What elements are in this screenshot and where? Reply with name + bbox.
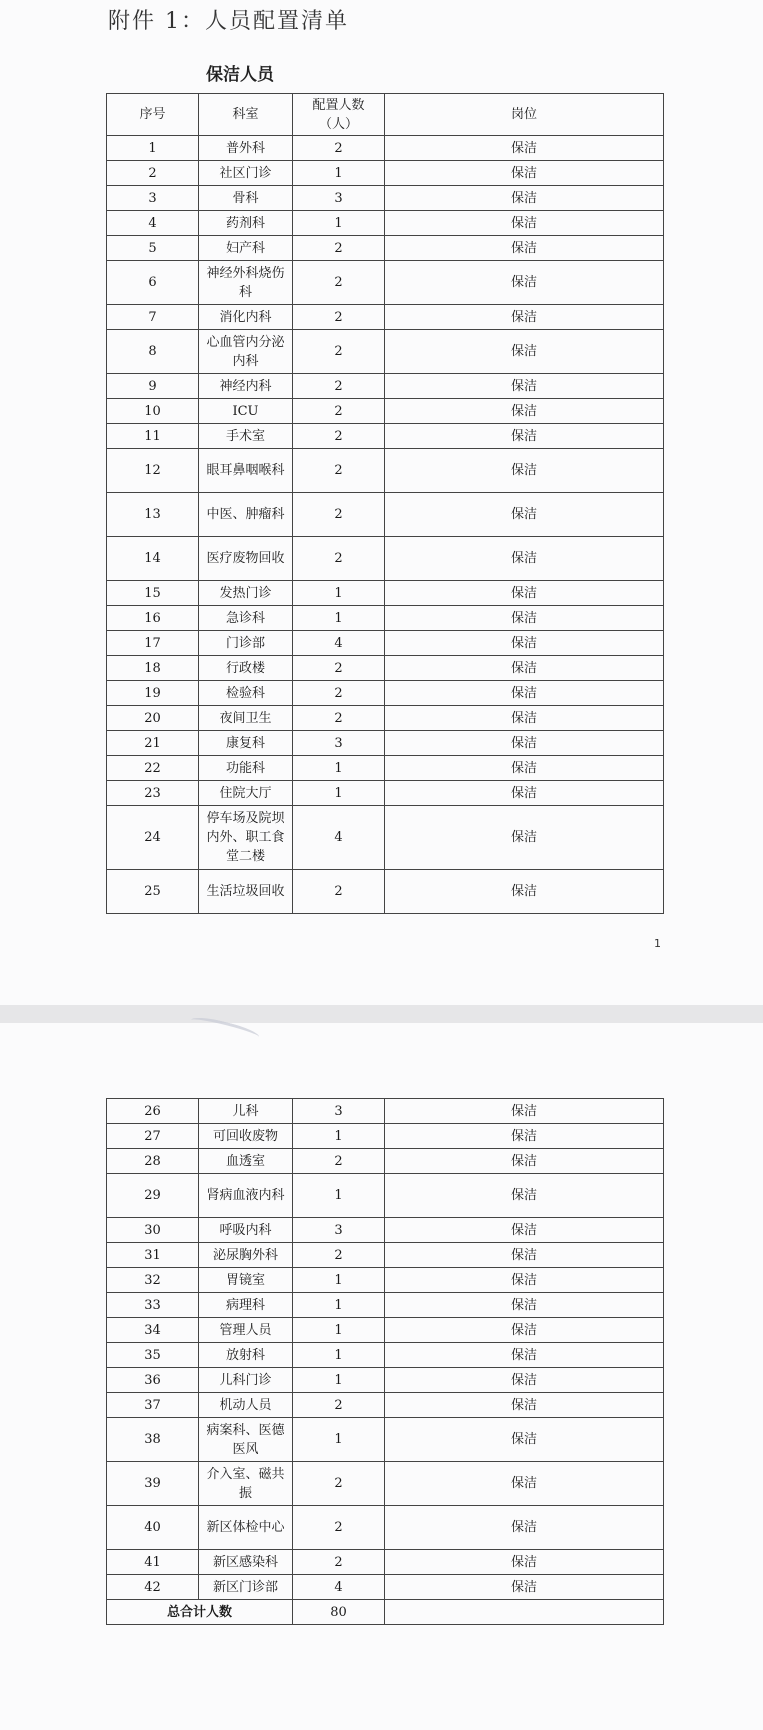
page-number: 1 [654,937,661,950]
row-index: 12 [107,449,199,493]
row-position: 保洁 [385,731,664,756]
row-headcount: 1 [293,756,385,781]
row-department: 神经外科烧伤科 [199,261,293,305]
total-empty-cell [385,1600,664,1625]
row-department: 检验科 [199,681,293,706]
header-position: 岗位 [385,94,664,136]
table-row [107,1575,664,1600]
table-row [107,449,664,493]
row-department: 康复科 [199,731,293,756]
row-department: 心血管内分泌内科 [199,330,293,374]
row-department: 消化内科 [199,305,293,330]
row-index: 28 [107,1149,199,1174]
row-headcount: 2 [293,537,385,581]
row-headcount: 3 [293,1099,385,1124]
table-row [107,1293,664,1318]
row-headcount: 2 [293,449,385,493]
row-index: 36 [107,1368,199,1393]
table-row [107,606,664,631]
row-position: 保洁 [385,330,664,374]
table-row [107,261,664,305]
page-separator [0,1005,763,1023]
row-department: 普外科 [199,136,293,161]
row-department: 病案科、医德医风 [199,1418,293,1462]
row-position: 保洁 [385,656,664,681]
row-headcount: 2 [293,236,385,261]
total-row [107,1600,664,1625]
row-headcount: 2 [293,424,385,449]
table-row [107,1099,664,1124]
row-department: 医疗废物回收 [199,537,293,581]
row-index: 23 [107,781,199,806]
table-row [107,399,664,424]
table-row [107,1418,664,1462]
table-row [107,1550,664,1575]
row-position: 保洁 [385,424,664,449]
row-index: 40 [107,1506,199,1550]
table-row [107,161,664,186]
row-headcount: 1 [293,161,385,186]
row-index: 8 [107,330,199,374]
row-position: 保洁 [385,1293,664,1318]
row-department: 胃镜室 [199,1268,293,1293]
row-index: 16 [107,606,199,631]
row-index: 22 [107,756,199,781]
row-index: 18 [107,656,199,681]
row-headcount: 2 [293,493,385,537]
row-headcount: 2 [293,870,385,914]
row-index: 19 [107,681,199,706]
row-headcount: 4 [293,631,385,656]
table-row [107,537,664,581]
row-position: 保洁 [385,305,664,330]
row-headcount: 3 [293,186,385,211]
table-row [107,1393,664,1418]
row-index: 26 [107,1099,199,1124]
row-position: 保洁 [385,1550,664,1575]
row-department: 可回收废物 [199,1124,293,1149]
row-index: 42 [107,1575,199,1600]
table-row [107,136,664,161]
row-department: 血透室 [199,1149,293,1174]
row-headcount: 1 [293,1418,385,1462]
row-position: 保洁 [385,1174,664,1218]
table-row [107,1149,664,1174]
row-position: 保洁 [385,806,664,870]
row-position: 保洁 [385,1218,664,1243]
row-index: 14 [107,537,199,581]
row-headcount: 1 [293,1318,385,1343]
row-index: 31 [107,1243,199,1268]
row-index: 39 [107,1462,199,1506]
row-position: 保洁 [385,1099,664,1124]
table-row [107,731,664,756]
table-subheading: 保洁人员 [206,65,274,85]
row-position: 保洁 [385,449,664,493]
row-index: 32 [107,1268,199,1293]
row-headcount: 4 [293,1575,385,1600]
row-index: 10 [107,399,199,424]
header-department: 科室 [199,94,293,136]
row-position: 保洁 [385,1149,664,1174]
row-department: 行政楼 [199,656,293,681]
row-index: 24 [107,806,199,870]
header-index: 序号 [107,94,199,136]
table-row [107,1318,664,1343]
row-position: 保洁 [385,537,664,581]
table-row [107,781,664,806]
row-position: 保洁 [385,1243,664,1268]
table-row [107,756,664,781]
row-headcount: 2 [293,681,385,706]
row-position: 保洁 [385,186,664,211]
row-position: 保洁 [385,399,664,424]
row-headcount: 1 [293,1124,385,1149]
table-row [107,681,664,706]
row-index: 27 [107,1124,199,1149]
row-index: 20 [107,706,199,731]
row-headcount: 2 [293,1393,385,1418]
row-department: 社区门诊 [199,161,293,186]
row-index: 34 [107,1318,199,1343]
row-index: 6 [107,261,199,305]
table-row [107,374,664,399]
row-department: 肾病血液内科 [199,1174,293,1218]
row-index: 35 [107,1343,199,1368]
row-headcount: 1 [293,211,385,236]
row-headcount: 1 [293,1293,385,1318]
row-headcount: 2 [293,374,385,399]
row-department: 新区感染科 [199,1550,293,1575]
row-index: 4 [107,211,199,236]
row-department: 发热门诊 [199,581,293,606]
table-row [107,656,664,681]
row-position: 保洁 [385,681,664,706]
row-index: 7 [107,305,199,330]
table-row [107,186,664,211]
row-headcount: 2 [293,1243,385,1268]
row-department: 泌尿胸外科 [199,1243,293,1268]
row-headcount: 1 [293,1343,385,1368]
table-row [107,211,664,236]
row-index: 15 [107,581,199,606]
row-headcount: 2 [293,1550,385,1575]
row-position: 保洁 [385,1368,664,1393]
row-department: 机动人员 [199,1393,293,1418]
table-row [107,806,664,870]
row-department: 新区门诊部 [199,1575,293,1600]
row-headcount: 1 [293,1268,385,1293]
table-row [107,424,664,449]
table-row [107,581,664,606]
total-value: 80 [293,1600,385,1625]
row-headcount: 2 [293,706,385,731]
row-headcount: 2 [293,305,385,330]
row-position: 保洁 [385,581,664,606]
row-position: 保洁 [385,606,664,631]
row-headcount: 1 [293,606,385,631]
row-department: 介入室、磁共振 [199,1462,293,1506]
row-position: 保洁 [385,756,664,781]
row-department: 儿科 [199,1099,293,1124]
table-row [107,1174,664,1218]
table-row [107,1124,664,1149]
table-row [107,1462,664,1506]
row-index: 11 [107,424,199,449]
table-row [107,1506,664,1550]
table-row [107,305,664,330]
row-headcount: 2 [293,399,385,424]
row-department: 住院大厅 [199,781,293,806]
row-headcount: 2 [293,1506,385,1550]
row-position: 保洁 [385,1268,664,1293]
row-position: 保洁 [385,261,664,305]
row-department: 儿科门诊 [199,1368,293,1393]
row-department: 放射科 [199,1343,293,1368]
row-position: 保洁 [385,706,664,731]
table-row [107,631,664,656]
table-row [107,1243,664,1268]
row-department: 病理科 [199,1293,293,1318]
row-headcount: 2 [293,656,385,681]
row-department: 门诊部 [199,631,293,656]
row-headcount: 2 [293,1462,385,1506]
row-headcount: 2 [293,136,385,161]
row-position: 保洁 [385,1393,664,1418]
table-header-row [107,94,664,136]
table-row [107,1268,664,1293]
row-department: 手术室 [199,424,293,449]
row-headcount: 2 [293,330,385,374]
row-headcount: 3 [293,1218,385,1243]
table-row [107,870,664,914]
table-row [107,1343,664,1368]
row-index: 3 [107,186,199,211]
row-position: 保洁 [385,1124,664,1149]
row-department: 生活垃圾回收 [199,870,293,914]
row-headcount: 3 [293,731,385,756]
document-heading: 附件 1：人员配置清单 [108,9,349,34]
row-headcount: 2 [293,1149,385,1174]
row-department: 夜间卫生 [199,706,293,731]
table-row [107,330,664,374]
row-department: 骨科 [199,186,293,211]
row-position: 保洁 [385,1462,664,1506]
row-position: 保洁 [385,493,664,537]
row-index: 41 [107,1550,199,1575]
row-department: 新区体检中心 [199,1506,293,1550]
row-position: 保洁 [385,236,664,261]
row-index: 17 [107,631,199,656]
total-label: 总合计人数 [107,1600,293,1625]
row-position: 保洁 [385,1418,664,1462]
header-headcount: 配置人数（人） [293,94,385,136]
row-position: 保洁 [385,374,664,399]
row-index: 2 [107,161,199,186]
table-row [107,236,664,261]
row-headcount: 1 [293,1174,385,1218]
row-headcount: 1 [293,1368,385,1393]
row-index: 5 [107,236,199,261]
table-row [107,493,664,537]
table-row [107,1368,664,1393]
row-index: 30 [107,1218,199,1243]
row-position: 保洁 [385,631,664,656]
row-department: 药剂科 [199,211,293,236]
row-department: 停车场及院坝内外、职工食堂二楼 [199,806,293,870]
row-headcount: 4 [293,806,385,870]
row-position: 保洁 [385,781,664,806]
row-department: 眼耳鼻咽喉科 [199,449,293,493]
row-headcount: 2 [293,261,385,305]
staff-table-part-2 [106,1098,664,1625]
row-position: 保洁 [385,1318,664,1343]
row-department: 急诊科 [199,606,293,631]
row-index: 29 [107,1174,199,1218]
row-department: 呼吸内科 [199,1218,293,1243]
row-department: 妇产科 [199,236,293,261]
row-department: 功能科 [199,756,293,781]
row-department: 神经内科 [199,374,293,399]
row-department: 管理人员 [199,1318,293,1343]
row-index: 37 [107,1393,199,1418]
table-row [107,706,664,731]
row-department: ICU [199,399,293,424]
row-index: 33 [107,1293,199,1318]
row-headcount: 1 [293,581,385,606]
row-position: 保洁 [385,136,664,161]
row-position: 保洁 [385,870,664,914]
row-position: 保洁 [385,161,664,186]
row-position: 保洁 [385,211,664,236]
row-department: 中医、肿瘤科 [199,493,293,537]
staff-table-part-1 [106,93,664,914]
row-index: 25 [107,870,199,914]
row-headcount: 1 [293,781,385,806]
row-position: 保洁 [385,1506,664,1550]
table-row [107,1218,664,1243]
row-position: 保洁 [385,1343,664,1368]
row-position: 保洁 [385,1575,664,1600]
row-index: 21 [107,731,199,756]
row-index: 1 [107,136,199,161]
row-index: 13 [107,493,199,537]
row-index: 9 [107,374,199,399]
row-index: 38 [107,1418,199,1462]
